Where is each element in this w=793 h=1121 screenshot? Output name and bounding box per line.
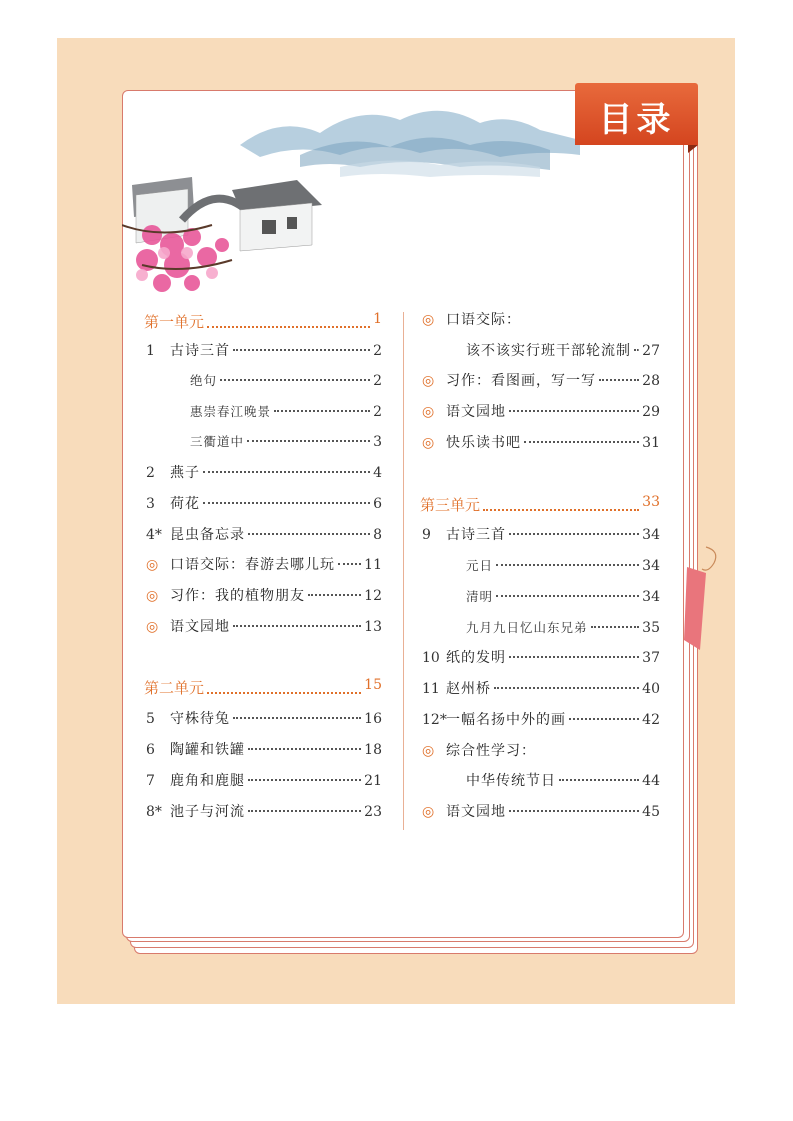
unit-heading[interactable]: 第二单元 15 — [144, 677, 382, 698]
page-number: 45 — [642, 804, 660, 820]
lesson-title: 古诗三首 — [446, 527, 506, 543]
page-number: 34 — [642, 558, 660, 574]
leader-dots — [559, 779, 639, 781]
page-number: 16 — [364, 711, 382, 727]
page-number: 3 — [373, 434, 382, 450]
page-number: 40 — [642, 681, 660, 697]
leader-dots — [509, 410, 639, 412]
leader-dots — [591, 626, 640, 628]
toc-item-continuation[interactable] — [466, 340, 660, 362]
leader-dots — [494, 687, 639, 689]
leader-dots — [220, 379, 370, 381]
leader-dots — [248, 810, 361, 812]
page-number: 4 — [373, 465, 382, 481]
poem-title: 绝句 — [190, 373, 218, 388]
leader-dots — [233, 349, 370, 351]
toc-subitem[interactable] — [190, 370, 382, 392]
lesson-title: 燕子 — [170, 465, 200, 481]
page-number: 37 — [642, 650, 660, 666]
lesson-title: 昆虫备忘录 — [170, 527, 245, 543]
toc-item[interactable] — [422, 432, 660, 454]
leader-dots — [233, 625, 361, 627]
toc-item[interactable] — [422, 678, 660, 700]
page-title: 目录 — [598, 100, 675, 140]
unit-heading: 第一单元 1 — [144, 311, 382, 332]
page-number: 27 — [642, 343, 660, 359]
toc-item[interactable] — [422, 709, 660, 731]
leader-dots — [599, 379, 639, 381]
leader-dots — [207, 307, 370, 328]
page-number: 21 — [364, 773, 382, 789]
section-title: 语文园地 — [446, 404, 506, 420]
bookmark-tag-icon — [684, 545, 724, 655]
toc-item[interactable] — [422, 647, 660, 669]
leader-dots — [509, 656, 639, 658]
village-blossom-illustration — [122, 165, 332, 305]
leader-dots — [509, 810, 639, 812]
page-number: 42 — [642, 712, 660, 728]
leader-dots — [203, 502, 370, 504]
page-number: 31 — [642, 435, 660, 451]
section-title: 快乐读书吧 — [446, 435, 521, 451]
lesson-title: 古诗三首 — [170, 343, 230, 359]
lesson-number: 9 — [422, 527, 431, 543]
leader-dots — [207, 673, 361, 694]
section-title: 语文园地 — [170, 619, 230, 635]
leader-dots — [233, 717, 361, 719]
toc-item[interactable] — [422, 309, 660, 331]
page-number: 28 — [642, 373, 660, 389]
page-number: 23 — [364, 804, 382, 820]
banner-fold — [688, 145, 698, 153]
page-number: 34 — [642, 589, 660, 605]
lesson-number: 2 — [146, 465, 155, 481]
page-number: 11 — [364, 557, 382, 573]
toc-item[interactable] — [146, 462, 382, 484]
toc-item[interactable] — [146, 739, 382, 761]
section-title: 中华传统节日 — [466, 773, 556, 789]
page-number: 12 — [364, 588, 382, 604]
leader-dots — [524, 441, 639, 443]
poem-title: 九月九日忆山东兄弟 — [466, 620, 588, 635]
leader-dots — [496, 595, 639, 597]
toc-subitem[interactable] — [466, 586, 660, 608]
leader-dots — [338, 563, 361, 565]
leader-dots — [509, 533, 639, 535]
lesson-number: 3 — [146, 496, 155, 512]
page-number: 29 — [642, 404, 660, 420]
circle-bullet-icon: ◎ — [422, 404, 435, 420]
leader-dots — [248, 779, 361, 781]
page-number: 2 — [373, 404, 382, 420]
circle-bullet-icon: ◎ — [146, 557, 159, 573]
leader-dots — [496, 564, 639, 566]
column-divider — [403, 312, 404, 830]
toc-subitem[interactable] — [190, 431, 382, 453]
page-number: 44 — [642, 773, 660, 789]
circle-bullet-icon: ◎ — [422, 804, 435, 820]
section-title: 口语交际： — [446, 312, 521, 328]
leader-dots — [248, 748, 361, 750]
toc-item[interactable] — [422, 370, 660, 392]
toc-item[interactable] — [422, 524, 660, 546]
page-number: 13 — [364, 619, 382, 635]
lesson-title: 守株待兔 — [170, 711, 230, 727]
lesson-number: 1 — [146, 343, 155, 359]
toc-item[interactable] — [422, 401, 660, 423]
lesson-title: 一幅名扬中外的画 — [446, 712, 566, 728]
lesson-title: 赵州桥 — [446, 681, 491, 697]
toc-item[interactable] — [146, 585, 382, 607]
toc-item[interactable] — [146, 554, 382, 576]
leader-dots — [248, 533, 370, 535]
lesson-number: 6 — [146, 742, 155, 758]
lesson-number: 11 — [422, 681, 440, 697]
lesson-number: 5 — [146, 711, 155, 727]
page-number: 2 — [373, 373, 382, 389]
circle-bullet-icon: ◎ — [146, 619, 159, 635]
toc-subitem[interactable] — [466, 617, 660, 639]
lesson-title: 纸的发明 — [446, 650, 506, 666]
page-number: 6 — [373, 496, 382, 512]
section-title: 口语交际：春游去哪儿玩 — [170, 557, 335, 573]
lesson-number: 12* — [422, 712, 447, 728]
page-number: 8 — [373, 527, 382, 543]
poem-title: 三衢道中 — [190, 434, 245, 449]
leader-dots — [203, 471, 370, 473]
circle-bullet-icon: ◎ — [422, 312, 435, 328]
section-title: 习作：看图画，写一写 — [446, 373, 596, 389]
section-title: 语文园地 — [446, 804, 506, 820]
page-number: 18 — [364, 742, 382, 758]
section-title: 该不该实行班干部轮流制 — [466, 343, 631, 359]
toc-subitem[interactable] — [190, 401, 382, 423]
poem-title: 清明 — [466, 589, 494, 604]
toc-item[interactable] — [146, 801, 382, 823]
toc-item[interactable] — [146, 708, 382, 730]
lesson-title: 池子与河流 — [170, 804, 245, 820]
page-number: 2 — [373, 343, 382, 359]
toc-item[interactable] — [146, 770, 382, 792]
poem-title: 惠崇春江晚景 — [190, 404, 272, 419]
lesson-number: 10 — [422, 650, 440, 666]
lesson-title: 陶罐和铁罐 — [170, 742, 245, 758]
page-number: 35 — [642, 620, 660, 636]
leader-dots — [483, 490, 639, 511]
page-number: 34 — [642, 527, 660, 543]
unit-heading[interactable]: 第三单元 33 — [420, 494, 660, 515]
toc-subitem[interactable] — [466, 555, 660, 577]
toc-item[interactable] — [146, 493, 382, 515]
toc-item[interactable] — [422, 801, 660, 823]
leader-dots — [308, 594, 361, 596]
lesson-title: 鹿角和鹿腿 — [170, 773, 245, 789]
poem-title: 元日 — [466, 558, 494, 573]
circle-bullet-icon: ◎ — [422, 435, 435, 451]
leader-dots — [274, 410, 370, 412]
leader-dots — [634, 349, 639, 351]
circle-bullet-icon: ◎ — [146, 588, 159, 604]
circle-bullet-icon: ◎ — [422, 373, 435, 389]
lesson-number: 4* — [146, 527, 162, 543]
section-title: 综合性学习： — [446, 743, 536, 759]
toc-item[interactable] — [146, 616, 382, 638]
toc-item[interactable] — [146, 524, 382, 546]
toc-item[interactable] — [146, 340, 382, 362]
toc-item[interactable] — [422, 740, 660, 762]
toc-item-continuation[interactable] — [466, 770, 660, 792]
lesson-title: 荷花 — [170, 496, 200, 512]
lesson-number: 7 — [146, 773, 155, 789]
lesson-number: 8* — [146, 804, 162, 820]
leader-dots — [569, 718, 639, 720]
section-title: 习作：我的植物朋友 — [170, 588, 305, 604]
leader-dots — [247, 440, 370, 442]
circle-bullet-icon: ◎ — [422, 743, 435, 759]
